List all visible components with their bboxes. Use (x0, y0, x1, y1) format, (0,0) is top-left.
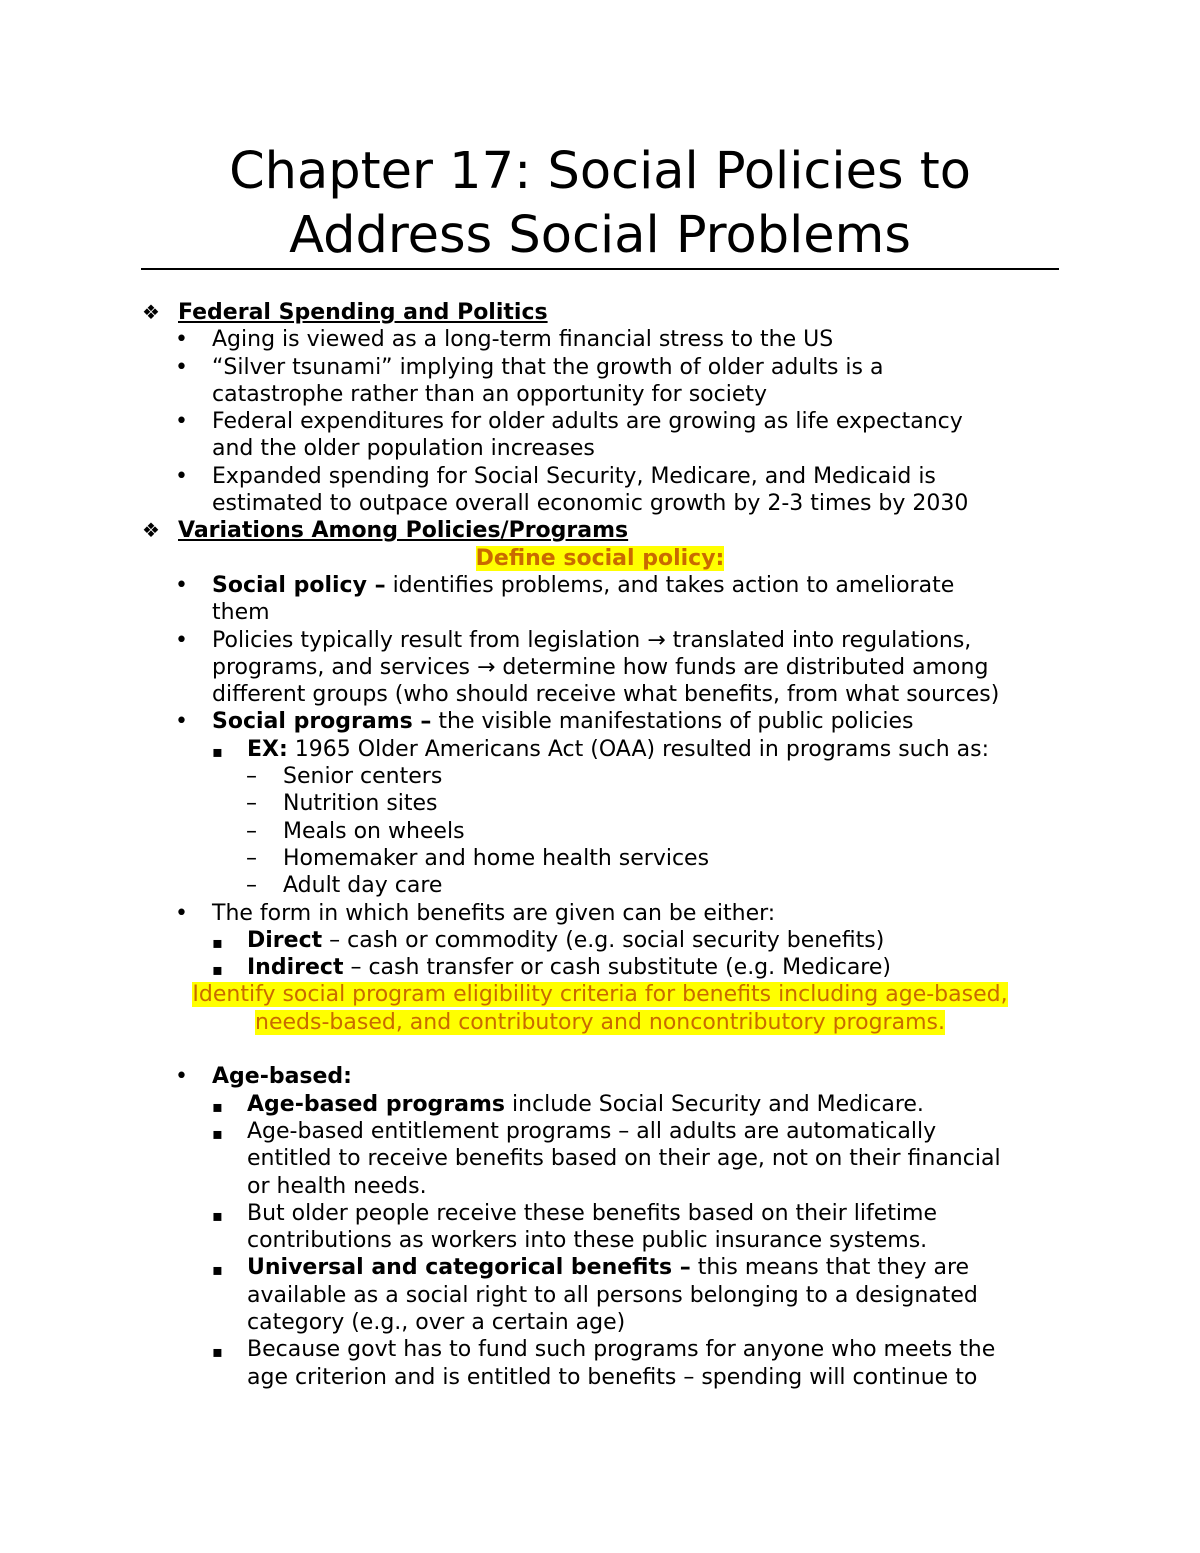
sub-list-item-continuation (0, 1282, 1200, 1309)
document-body (0, 299, 1200, 1391)
list-item (0, 1063, 1200, 1090)
learning-objective (0, 545, 1200, 572)
list-item-text: them (212, 600, 270, 626)
bullet-icon: • (175, 709, 188, 735)
program-text: Meals on wheels (283, 818, 465, 844)
program-text: Nutrition sites (283, 791, 438, 817)
sub-list-item-continuation (0, 1309, 1200, 1336)
bullet-icon: • (175, 463, 188, 489)
sub-list-item (0, 1254, 1200, 1281)
bullet-icon: • (175, 354, 188, 380)
sub-list-item (0, 927, 1200, 954)
term: Age-based programs (247, 1091, 506, 1117)
bullet-icon: • (175, 572, 188, 598)
definition: this means that they are (690, 1255, 970, 1281)
bullet-icon: • (175, 900, 188, 926)
list-item-text: Expanded spending for Social Security, Medicare, and Medicaid is (212, 463, 936, 489)
definition: – cash transfer or cash substitute (e.g. Medicare) (343, 955, 891, 981)
section-heading-text: Variations Among Policies/Programs (178, 518, 629, 544)
learning-objective-text: needs-based, and contributory and noncontributory programs. (255, 1009, 945, 1035)
program-item (0, 763, 1200, 790)
program-item (0, 872, 1200, 899)
section-heading-text: Federal Spending and Politics (178, 300, 548, 325)
square-bullet-icon: ▪ (212, 741, 223, 761)
list-item-text: and the older population increases (212, 436, 595, 462)
list-item-text: catastrophe rather than an opportunity for society (212, 381, 768, 407)
list-item (0, 627, 1200, 654)
list-item-continuation (0, 435, 1200, 462)
bullet-icon: • (175, 327, 188, 353)
blank-line (0, 1036, 1200, 1063)
dash-bullet-icon: – (246, 873, 257, 899)
square-bullet-icon: ▪ (212, 932, 223, 952)
sub-list-item-continuation (0, 1173, 1200, 1200)
sub-list-item (0, 1091, 1200, 1118)
sub-list-item-continuation (0, 1227, 1200, 1254)
list-item-text: available as a social right to all persons belonging to a designated (247, 1282, 978, 1308)
program-item (0, 845, 1200, 872)
list-item-continuation (0, 381, 1200, 408)
diamond-bullet-icon: ❖ (142, 300, 160, 324)
sub-list-item-continuation (0, 1364, 1200, 1391)
title-line-2: Address Social Problems (289, 206, 911, 265)
list-item (0, 354, 1200, 381)
sub-list-item (0, 954, 1200, 981)
sub-list-item (0, 1200, 1200, 1227)
sub-list-item (0, 1118, 1200, 1145)
list-item (0, 463, 1200, 490)
bullet-icon: • (175, 1064, 188, 1090)
list-item-text: “Silver tsunami” implying that the growth of older adults is a (212, 354, 884, 380)
list-item (0, 408, 1200, 435)
definition: – cash or commodity (e.g. social security benefits) (322, 927, 885, 953)
title-line-1: Chapter 17: Social Policies to (229, 142, 971, 201)
term: EX: (247, 736, 288, 762)
definition: 1965 Older Americans Act (OAA) resulted in programs such as: (287, 736, 990, 762)
program-text: Adult day care (283, 873, 443, 899)
list-item-text: estimated to outpace overall economic growth by 2-3 times by 2030 (212, 491, 969, 517)
square-bullet-icon: ▪ (212, 1342, 223, 1362)
term: Direct (247, 927, 323, 953)
square-bullet-icon: ▪ (212, 1123, 223, 1143)
list-item-text: different groups (who should receive what benefits, from what sources) (212, 682, 1000, 708)
definition: include Social Security and Medicare. (505, 1091, 924, 1117)
dash-bullet-icon: – (246, 791, 257, 817)
program-item (0, 790, 1200, 817)
list-item (0, 900, 1200, 927)
list-item-heading: Age-based: (212, 1064, 352, 1090)
list-item-text: age criterion and is entitled to benefits – spending will continue to (247, 1364, 978, 1390)
square-bullet-icon: ▪ (212, 1260, 223, 1280)
list-item-text: Policies typically result from legislation → translated into regulations, (212, 627, 972, 653)
page-title (140, 140, 1060, 268)
sub-list-item (0, 736, 1200, 763)
program-text: Homemaker and home health services (283, 845, 710, 871)
square-bullet-icon: ▪ (212, 1096, 223, 1116)
program-text: Senior centers (283, 764, 443, 790)
list-item-text: category (e.g., over a certain age) (247, 1309, 626, 1335)
definition: identifies problems, and takes action to ameliorate (385, 572, 955, 598)
list-item-text: But older people receive these benefits based on their lifetime (247, 1200, 937, 1226)
term: Universal and categorical benefits – (247, 1255, 691, 1281)
program-item (0, 818, 1200, 845)
list-item (0, 572, 1200, 599)
term: Social programs – (212, 709, 432, 735)
bullet-icon: • (175, 409, 188, 435)
list-item-continuation (0, 490, 1200, 517)
list-item-text: contributions as workers into these public insurance systems. (247, 1228, 928, 1254)
list-item-text: Because govt has to fund such programs for anyone who meets the (247, 1337, 996, 1363)
list-item-text: or health needs. (247, 1173, 427, 1199)
dash-bullet-icon: – (246, 818, 257, 844)
dash-bullet-icon: – (246, 845, 257, 871)
square-bullet-icon: ▪ (212, 960, 223, 980)
sub-list-item-continuation (0, 1145, 1200, 1172)
list-item-text: programs, and services → determine how funds are distributed among (212, 654, 989, 680)
diamond-bullet-icon: ❖ (142, 518, 160, 543)
bullet-icon: • (175, 627, 188, 653)
list-item-text: Aging is viewed as a long-term financial stress to the US (212, 327, 834, 353)
list-item-text: The form in which benefits are given can be either: (212, 900, 776, 926)
title-underline (141, 268, 1059, 270)
section-heading-variations (0, 517, 1200, 544)
term: Social policy – (212, 572, 386, 598)
definition: the visible manifestations of public policies (431, 709, 914, 735)
list-item-continuation (0, 681, 1200, 708)
list-item-continuation (0, 599, 1200, 626)
dash-bullet-icon: – (246, 764, 257, 790)
list-item-text: Age-based entitlement programs – all adults are automatically (247, 1118, 937, 1144)
square-bullet-icon: ▪ (212, 1205, 223, 1225)
list-item-text: entitled to receive benefits based on their age, not on their financial (247, 1146, 1001, 1172)
section-heading-federal-spending (0, 299, 1200, 326)
sub-list-item (0, 1336, 1200, 1363)
term: Indirect (247, 955, 344, 981)
learning-objective-text: Identify social program eligibility criteria for benefits including age-based, (192, 982, 1008, 1008)
learning-objective-text: Define social policy: (475, 545, 725, 571)
list-item-text: Federal expenditures for older adults are growing as life expectancy (212, 409, 963, 435)
learning-objective-continuation (0, 1009, 1200, 1036)
list-item-continuation (0, 654, 1200, 681)
list-item (0, 326, 1200, 353)
learning-objective (0, 981, 1200, 1008)
list-item (0, 708, 1200, 735)
